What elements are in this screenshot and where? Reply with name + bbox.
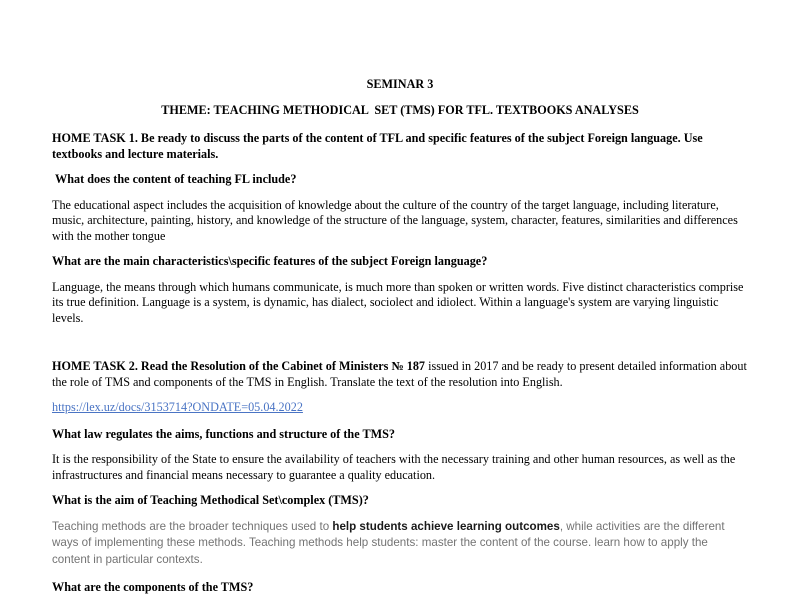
question-4-heading: What is the aim of Teaching Methodical Set\complex (TMS)? [52,493,369,507]
answer-4-text-part-1: Teaching methods are the broader techniques used to [52,519,333,533]
resolution-link[interactable]: https://lex.uz/docs/3153714?ONDATE=05.04.2022 [52,400,303,414]
question-5-heading: What are the components of the TMS? [52,580,254,594]
answer-4-paragraph [52,519,748,569]
answer-2-paragraph: Language, the means through which humans communicate, is much more than spoken or written words. Five distinct characteristics comprise its true definition. Language is a system, is dynamic, has dialect, sociolect and idiolect. Within a language's system are varying linguistic levels. [52,279,747,325]
resolution-link-paragraph [52,400,748,416]
home-task-1-heading: HOME TASK 1. Be ready to discuss the parts of the content of TFL and specific features of the subject Foreign language. Use textbooks and lecture materials. [52,131,706,161]
answer-4-text-part-2: , while activities are the different ways of implementing these methods. Teaching methods help students: master the content of the course. learn how to apply the content in particular contexts. [52,519,728,566]
question-3-heading: What law regulates the aims, functions and structure of the TMS? [52,426,395,441]
answer-3-paragraph: It is the responsibility of the State to ensure the availability of teachers with the necessary training and other human resources, as well as the infrastructures and financial means necessary to guarantee a quality education. [52,452,739,482]
answer-4-emphasis-text: help students achieve learning outcomes [332,519,560,533]
home-task-2-bold-text: HOME TASK 2. Read the Resolution of the Cabinet of Ministers № 187 [52,359,426,373]
document-body [52,76,748,596]
question-2-heading: What are the main characteristics\specific features of the subject Foreign language? [52,254,488,268]
document-theme-title: THEME: TEACHING METHODICAL SET (TMS) FOR TFL. TEXTBOOKS ANALYSES [161,103,639,117]
document-title: SEMINAR 3 [366,77,434,91]
paragraph-spacer [52,335,748,359]
home-task-2-rest-text: issued in 2017 and be ready to present detailed information about the role of TMS and components of the TMS in English. Translate the text of the resolution into English. [52,359,750,389]
answer-1-paragraph: The educational aspect includes the acquisition of knowledge about the culture of the country of the target language, including literature, music, architecture, painting, history, and knowledge of the structure of the language, system, character, features, similarities and differences with the mother tongue [52,197,741,243]
home-task-2-heading [52,359,748,390]
question-1-heading: What does the content of teaching FL include? [52,172,297,186]
